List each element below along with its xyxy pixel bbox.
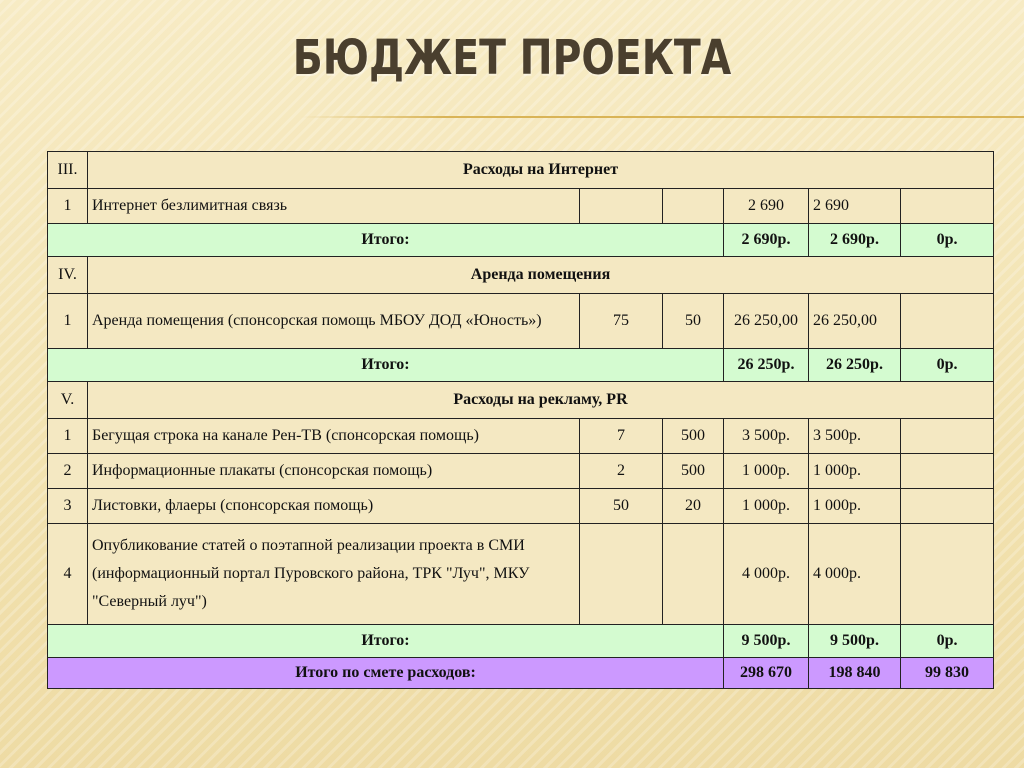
item-sum-total: 2 690 xyxy=(724,189,809,224)
section-heading: Расходы на Интернет xyxy=(88,152,994,189)
total-label: Итого: xyxy=(48,349,724,382)
item-sum-requested xyxy=(901,419,994,454)
item-sum-sponsor: 26 250,00 xyxy=(809,294,901,349)
item-sum-requested xyxy=(901,454,994,489)
item-sum-total: 1 000р. xyxy=(724,489,809,524)
total-label: Итого: xyxy=(48,625,724,658)
row-number: 2 xyxy=(48,454,88,489)
section-total-row xyxy=(48,224,994,257)
item-name: Информационные плакаты (спонсорская помощь) xyxy=(88,454,580,489)
grand-total-sum-requested: 99 830 xyxy=(901,658,994,689)
table-row xyxy=(48,524,994,625)
item-price: 500 xyxy=(663,454,724,489)
item-price: 20 xyxy=(663,489,724,524)
item-sum-sponsor: 1 000р. xyxy=(809,454,901,489)
row-number: 1 xyxy=(48,419,88,454)
row-number: 1 xyxy=(48,294,88,349)
section-header-row xyxy=(48,152,994,189)
item-quantity xyxy=(580,189,663,224)
row-number: 1 xyxy=(48,189,88,224)
section-heading: Аренда помещения xyxy=(88,257,994,294)
section-number: V. xyxy=(48,382,88,419)
item-price xyxy=(663,189,724,224)
table-row xyxy=(48,419,994,454)
grand-total-label: Итого по смете расходов: xyxy=(48,658,724,689)
section-number: III. xyxy=(48,152,88,189)
item-sum-sponsor: 4 000р. xyxy=(809,524,901,625)
table-row xyxy=(48,454,994,489)
item-sum-sponsor: 2 690 xyxy=(809,189,901,224)
item-price: 500 xyxy=(663,419,724,454)
item-sum-requested xyxy=(901,524,994,625)
grand-total-row xyxy=(48,658,994,689)
grand-total-sum-total: 298 670 xyxy=(724,658,809,689)
item-sum-requested xyxy=(901,489,994,524)
section-total-row xyxy=(48,349,994,382)
table-row xyxy=(48,294,994,349)
item-sum-total: 3 500р. xyxy=(724,419,809,454)
total-sum-requested: 0р. xyxy=(901,625,994,658)
page-title: БЮДЖЕТ ПРОЕКТА xyxy=(292,30,732,86)
item-name: Опубликование статей о поэтапной реализации проекта в СМИ (информационный портал Пуровского района, ТРК "Луч", МКУ "Северный луч") xyxy=(88,524,580,625)
item-sum-total: 1 000р. xyxy=(724,454,809,489)
item-quantity: 2 xyxy=(580,454,663,489)
total-sum-requested: 0р. xyxy=(901,349,994,382)
section-heading: Расходы на рекламу, PR xyxy=(88,382,994,419)
total-sum-total: 2 690р. xyxy=(724,224,809,257)
item-sum-total: 26 250,00 xyxy=(724,294,809,349)
item-name: Бегущая строка на канале Рен-ТВ (спонсорская помощь) xyxy=(88,419,580,454)
total-label: Итого: xyxy=(48,224,724,257)
total-sum-requested: 0р. xyxy=(901,224,994,257)
table-row xyxy=(48,189,994,224)
item-sum-requested xyxy=(901,189,994,224)
section-total-row xyxy=(48,625,994,658)
item-price: 50 xyxy=(663,294,724,349)
item-name: Листовки, флаеры (спонсорская помощь) xyxy=(88,489,580,524)
item-quantity: 75 xyxy=(580,294,663,349)
item-name: Интернет безлимитная связь xyxy=(88,189,580,224)
grand-total-sum-sponsor: 198 840 xyxy=(809,658,901,689)
item-quantity: 50 xyxy=(580,489,663,524)
item-quantity: 7 xyxy=(580,419,663,454)
section-header-row xyxy=(48,257,994,294)
row-number: 4 xyxy=(48,524,88,625)
section-number: IV. xyxy=(48,257,88,294)
title-divider xyxy=(300,116,1024,118)
item-sum-requested xyxy=(901,294,994,349)
item-price xyxy=(663,524,724,625)
total-sum-sponsor: 26 250р. xyxy=(809,349,901,382)
total-sum-sponsor: 9 500р. xyxy=(809,625,901,658)
table-row xyxy=(48,489,994,524)
item-sum-sponsor: 3 500р. xyxy=(809,419,901,454)
item-quantity xyxy=(580,524,663,625)
item-sum-total: 4 000р. xyxy=(724,524,809,625)
total-sum-sponsor: 2 690р. xyxy=(809,224,901,257)
item-sum-sponsor: 1 000р. xyxy=(809,489,901,524)
item-name: Аренда помещения (спонсорская помощь МБОУ ДОД «Юность») xyxy=(88,294,580,349)
total-sum-total: 9 500р. xyxy=(724,625,809,658)
section-header-row xyxy=(48,382,994,419)
budget-table xyxy=(47,151,994,689)
row-number: 3 xyxy=(48,489,88,524)
total-sum-total: 26 250р. xyxy=(724,349,809,382)
